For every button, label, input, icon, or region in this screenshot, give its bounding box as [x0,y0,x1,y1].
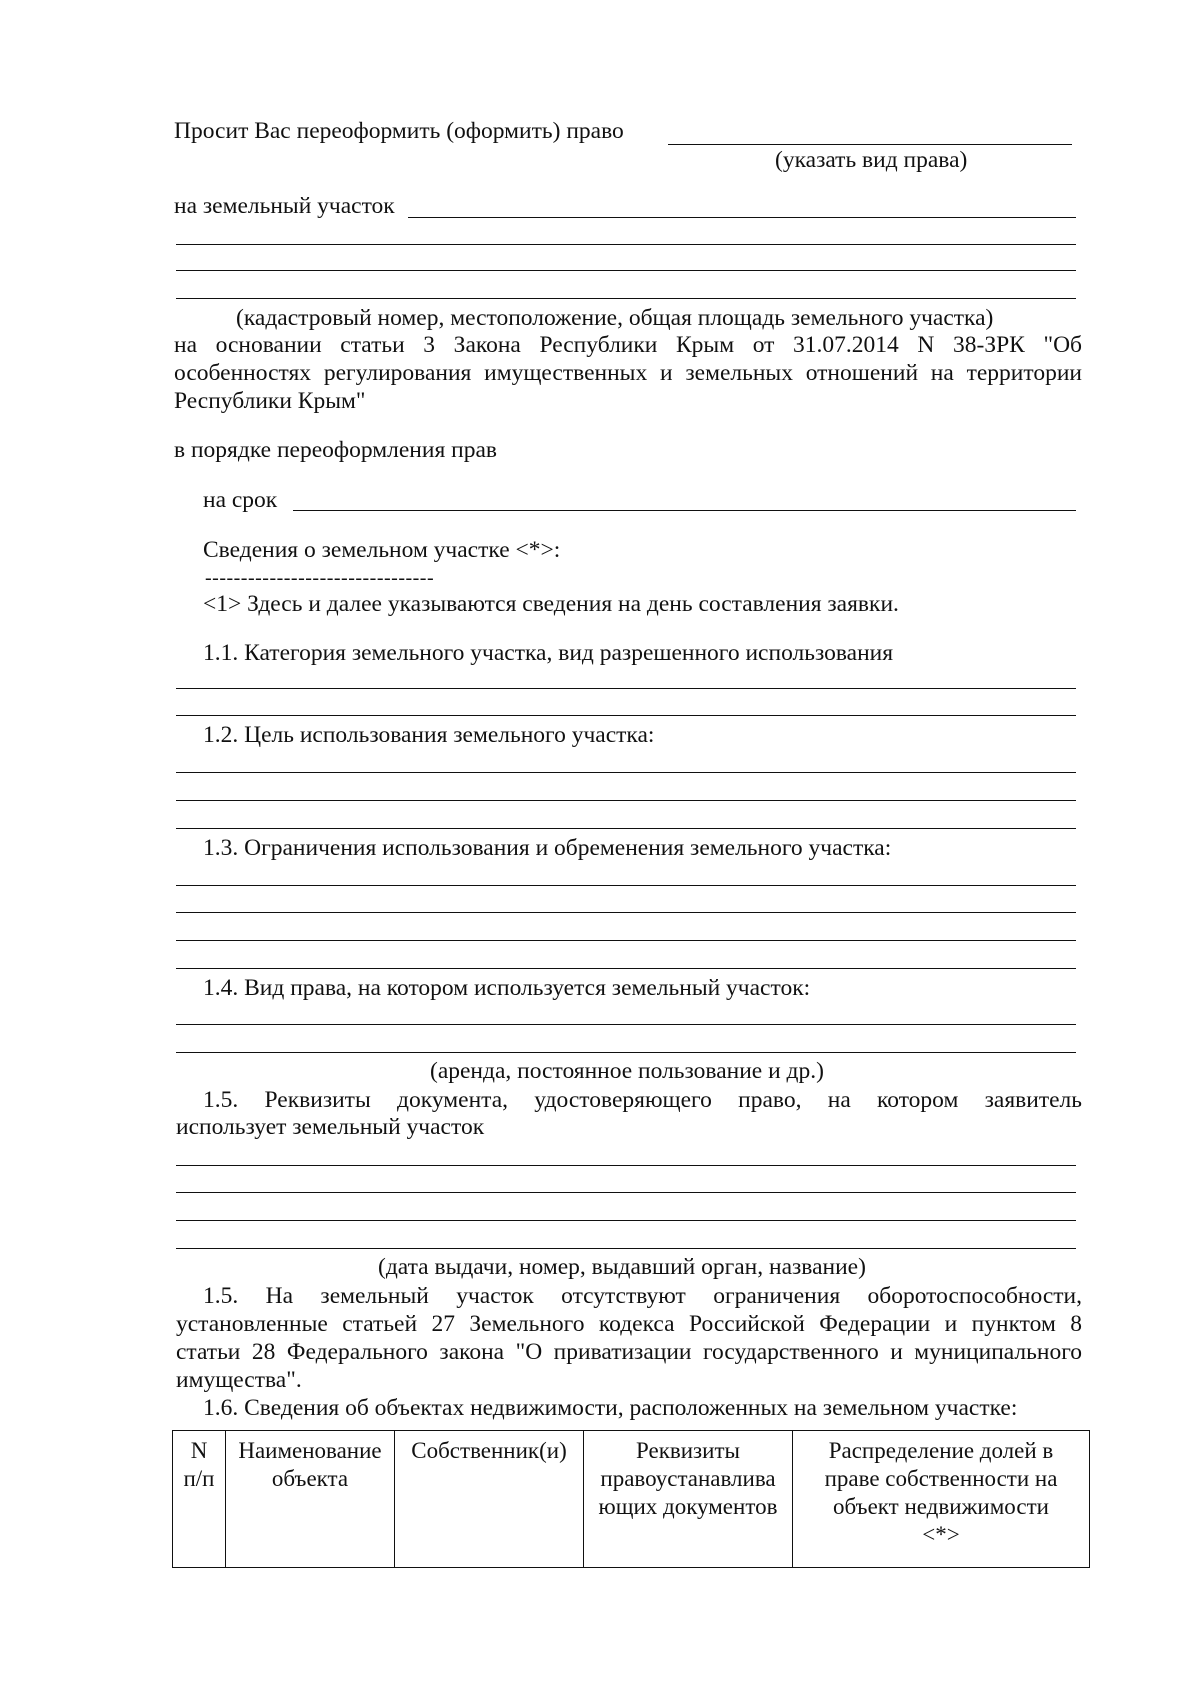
col-documents-header: Реквизиты правоустанавлива ющих документов [584,1431,793,1568]
right-kind-hint: (указать вид права) [775,147,968,173]
item-1-2: 1.2. Цель использования земельного участка: [203,722,655,748]
item-1-5a-line-2: использует земельный участок [176,1114,485,1140]
doc-field-line-3[interactable] [176,1220,1076,1221]
table-header-row [173,1431,1090,1568]
item-1-2-field-line-3[interactable] [176,828,1076,829]
footnote-text: <1> Здесь и далее указываются сведения на день составления заявки. [203,591,899,617]
basis-line-1: на основании статьи 3 Закона Республики Крым от 31.07.2014 N 38-ЗРК "Об [174,332,1082,358]
col-number-header: N п/п [173,1431,226,1568]
doc-hint: (дата выдачи, номер, выдавший орган, название) [378,1254,866,1280]
cadastral-hint: (кадастровый номер, местоположение, общая площадь земельного участка) [236,305,994,331]
item-1-2-field-line-1[interactable] [176,772,1076,773]
item-1-1: 1.1. Категория земельного участка, вид разрешенного использования [203,640,894,666]
doc-field-line-2[interactable] [176,1192,1076,1193]
term-label: на срок [203,487,278,513]
item-1-4-field-line-2[interactable] [176,1052,1076,1053]
item-1-4: 1.4. Вид права, на котором используется земельный участок: [203,975,811,1001]
item-1-1-field-line-1[interactable] [176,688,1076,689]
item-1-3-field-line-4[interactable] [176,968,1076,969]
col-share-distribution-header: Распределение долей в праве собственности на объект недвижимости <*> [793,1431,1090,1568]
land-plot-field-line-2[interactable] [176,244,1076,245]
real-estate-objects-table [172,1430,1090,1568]
item-1-5b-line-3: статьи 28 Федерального закона "О приватизации государственного и муниципального [176,1339,1082,1365]
col-object-name-header: Наименование объекта [226,1431,395,1568]
order-text: в порядке переоформления прав [174,437,497,463]
item-1-5b-line-1: 1.5. На земельный участок отсутствуют ограничения оборотоспособности, [203,1283,1082,1309]
item-1-4-field-line-1[interactable] [176,1024,1076,1025]
doc-field-line-1[interactable] [176,1165,1076,1166]
basis-line-3: Республики Крым" [174,388,366,414]
footnote-separator: -------------------------------- [205,567,435,589]
item-1-2-field-line-2[interactable] [176,800,1076,801]
item-1-6: 1.6. Сведения об объектах недвижимости, расположенных на земельном участке: [203,1395,1018,1421]
term-field[interactable] [293,510,1076,511]
basis-line-2: особенностях регулирования имущественных и земельных отношений на территории [174,360,1082,386]
item-1-3-field-line-3[interactable] [176,940,1076,941]
land-plot-field-line-4[interactable] [176,298,1076,299]
land-plot-label: на земельный участок [174,193,395,219]
item-1-1-field-line-2[interactable] [176,715,1076,716]
col-owner-header: Собственник(и) [395,1431,584,1568]
land-plot-field-line-1[interactable] [408,217,1076,218]
item-1-5a-line-1: 1.5. Реквизиты документа, удостоверяющего право, на котором заявитель [203,1087,1082,1113]
lease-hint: (аренда, постоянное пользование и др.) [430,1058,824,1084]
request-right-text: Просит Вас переоформить (оформить) право [174,118,624,144]
item-1-3-field-line-1[interactable] [176,885,1076,886]
item-1-3: 1.3. Ограничения использования и обременения земельного участка: [203,835,892,861]
item-1-5b-line-4: имущества". [176,1367,302,1393]
info-heading: Сведения о земельном участке <*>: [203,537,561,563]
item-1-3-field-line-2[interactable] [176,912,1076,913]
doc-field-line-4[interactable] [176,1248,1076,1249]
land-plot-field-line-3[interactable] [176,270,1076,271]
item-1-5b-line-2: установленные статьей 27 Земельного кодекса Российской Федерации и пунктом 8 [176,1311,1082,1337]
